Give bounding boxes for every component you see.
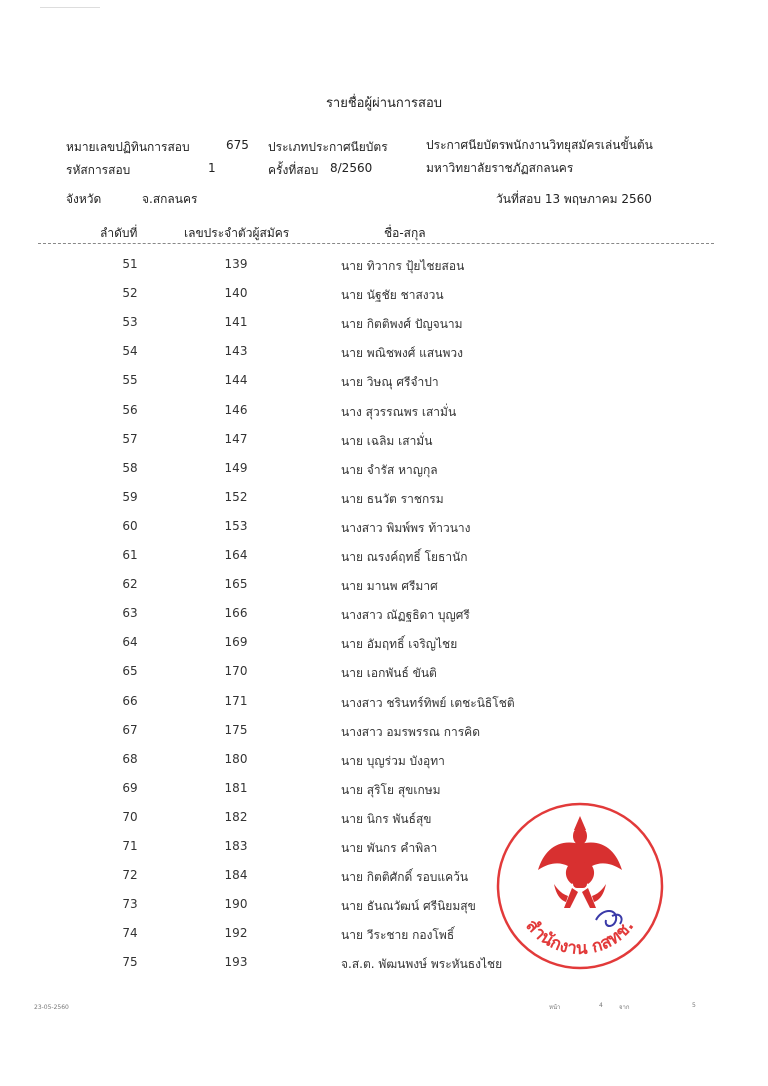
table-row bbox=[0, 664, 768, 686]
row-number: 75 bbox=[122, 955, 138, 970]
candidate-id: 146 bbox=[224, 402, 248, 417]
candidate-id: 175 bbox=[224, 722, 248, 737]
candidate-name: นาย ธนวัต ราชกรม bbox=[341, 491, 444, 506]
candidate-name: นาย กิตติพงศ์ ปัญจนาม bbox=[341, 317, 463, 332]
page-number: 4 bbox=[599, 1002, 603, 1009]
page-total: 5 bbox=[692, 1002, 696, 1009]
table-row bbox=[0, 344, 768, 366]
row-number: 68 bbox=[122, 751, 138, 766]
row-number: 60 bbox=[122, 518, 138, 533]
candidate-id: 149 bbox=[224, 460, 248, 475]
candidate-id: 180 bbox=[224, 751, 248, 766]
candidate-id: 169 bbox=[224, 635, 248, 650]
candidate-name: นาย มานพ ศรีมาศ bbox=[341, 579, 438, 594]
candidate-name: นางสาว ณัฏฐธิดา บุญศรี bbox=[341, 608, 470, 623]
candidate-name: นางสาว พิมพ์พร ท้าวนาง bbox=[341, 520, 471, 535]
row-number: 73 bbox=[122, 897, 138, 912]
row-number: 53 bbox=[122, 315, 138, 330]
table-row bbox=[0, 694, 768, 716]
candidate-name: นาย เอกพันธ์ ขันติ bbox=[341, 666, 437, 681]
column-header-no: ลำดับที่ bbox=[100, 226, 138, 240]
candidate-id: 141 bbox=[224, 315, 248, 330]
print-date: 23-05-2560 bbox=[34, 1004, 69, 1011]
row-number: 67 bbox=[122, 722, 138, 737]
candidate-name: นาย จำรัส หาญกุล bbox=[341, 462, 438, 477]
candidate-id: 153 bbox=[224, 518, 248, 533]
candidate-id: 170 bbox=[224, 664, 248, 679]
candidate-id: 147 bbox=[224, 431, 248, 446]
table-row bbox=[0, 519, 768, 541]
candidate-id: 143 bbox=[224, 344, 248, 359]
candidate-id: 192 bbox=[224, 926, 248, 941]
table-row bbox=[0, 490, 768, 512]
row-number: 51 bbox=[122, 257, 138, 271]
row-number: 58 bbox=[122, 460, 138, 475]
table-row bbox=[0, 403, 768, 425]
candidate-name: นาย ณรงค์ฤทธิ์ โยธานัก bbox=[341, 550, 468, 564]
candidate-id: 164 bbox=[224, 548, 248, 562]
row-number: 65 bbox=[122, 664, 138, 679]
page-title: รายชื่อผู้ผ่านการสอบ bbox=[325, 96, 443, 111]
candidate-name: นาย กิตติศักดิ์ รอบแคว้น bbox=[341, 870, 469, 885]
row-number: 70 bbox=[122, 809, 138, 824]
row-number: 69 bbox=[122, 780, 138, 795]
table-row bbox=[0, 606, 768, 628]
province-label: จังหวัด bbox=[66, 192, 102, 206]
row-number: 64 bbox=[122, 635, 138, 650]
candidate-name: นาย พันกร คำพิลา bbox=[341, 841, 438, 855]
candidate-name: นาย นิกร พันธ์สุข bbox=[341, 811, 432, 826]
header-divider bbox=[38, 243, 714, 244]
candidate-id: 181 bbox=[224, 780, 248, 795]
round-label: ครั้งที่สอบ bbox=[268, 163, 319, 177]
candidate-id: 193 bbox=[224, 955, 248, 970]
province-value: จ.สกลนคร bbox=[142, 192, 198, 206]
table-row bbox=[0, 315, 768, 337]
exam-code-value: 1 bbox=[208, 161, 216, 175]
exam-code-label: รหัสการสอบ bbox=[66, 163, 131, 177]
column-header-id: เลขประจำตัวผู้สมัคร bbox=[184, 226, 290, 240]
table-row bbox=[0, 461, 768, 483]
candidate-id: 140 bbox=[224, 286, 248, 301]
candidate-name: นางสาว อมรพรรณ การคิด bbox=[341, 724, 480, 739]
candidate-id: 182 bbox=[224, 809, 248, 824]
row-number: 63 bbox=[122, 606, 138, 621]
candidate-name: นาย สุริโย สุขเกษม bbox=[341, 782, 441, 797]
candidate-id: 144 bbox=[224, 373, 248, 388]
permit-label: หมายเลขปฏิทินการสอบ bbox=[66, 140, 190, 154]
candidate-name: นาย พณิชพงศ์ แสนพวง bbox=[341, 346, 463, 361]
table-row bbox=[0, 635, 768, 657]
candidate-id: 139 bbox=[224, 257, 248, 271]
candidate-name: นาง สุวรรณพร เสามั่น bbox=[341, 404, 457, 419]
candidate-name: นาย ธันณวัฒน์ ศรีนิยมสุข bbox=[341, 899, 476, 914]
official-seal-stamp bbox=[494, 800, 666, 972]
permit-value: 675 bbox=[226, 138, 249, 152]
course-line-2: มหาวิทยาลัยราชภัฏสกลนคร bbox=[426, 161, 574, 175]
candidate-name: นาย อัมฤทธิ์ เจริญไชย bbox=[341, 637, 458, 652]
row-number: 71 bbox=[122, 839, 138, 853]
exam-date: วันที่สอบ 13 พฤษภาคม 2560 bbox=[496, 192, 652, 206]
table-row bbox=[0, 548, 768, 570]
row-number: 74 bbox=[122, 926, 138, 941]
table-row bbox=[0, 286, 768, 308]
table-row bbox=[0, 577, 768, 599]
candidate-name: นาย เฉลิม เสามั่น bbox=[341, 433, 433, 448]
row-number: 72 bbox=[122, 868, 138, 883]
cert-type: ประเภทประกาศนียบัตร bbox=[268, 140, 388, 154]
page-label: หน้า bbox=[549, 1004, 561, 1011]
row-number: 62 bbox=[122, 577, 138, 592]
row-number: 52 bbox=[122, 286, 138, 301]
candidate-name: นาย ทิวากร ปุ้ยไชยสอน bbox=[341, 259, 465, 273]
candidate-id: 190 bbox=[224, 897, 248, 912]
table-row bbox=[0, 373, 768, 395]
scan-mark bbox=[40, 7, 100, 8]
candidate-name: นาย วิษณุ ศรีจำปา bbox=[341, 375, 439, 390]
of-label: จาก bbox=[619, 1004, 630, 1011]
svg-text:สำนักงาน กสทช. bbox=[522, 916, 639, 959]
table-row bbox=[0, 723, 768, 745]
row-number: 55 bbox=[122, 373, 138, 388]
row-number: 61 bbox=[122, 548, 138, 562]
round-value: 8/2560 bbox=[330, 161, 373, 175]
candidate-name: นาย วีระชาย กองโพธิ์ bbox=[341, 928, 455, 943]
row-number: 66 bbox=[122, 693, 138, 708]
candidate-id: 152 bbox=[224, 489, 248, 504]
table-row bbox=[0, 432, 768, 454]
candidate-name: นางสาว ชรินทร์ทิพย์ เตชะนิธิโชติ bbox=[341, 695, 515, 710]
candidate-id: 166 bbox=[224, 606, 248, 621]
row-number: 56 bbox=[122, 402, 138, 417]
candidate-id: 165 bbox=[224, 577, 248, 592]
candidate-id: 183 bbox=[224, 839, 248, 853]
table-row bbox=[0, 752, 768, 774]
row-number: 59 bbox=[122, 489, 138, 504]
row-number: 57 bbox=[122, 431, 138, 446]
row-number: 54 bbox=[122, 344, 138, 359]
candidate-name: นาย นัฐชัย ชาสงวน bbox=[341, 288, 444, 303]
candidate-name: นาย บุญร่วม บังอุทา bbox=[341, 753, 445, 768]
candidate-name: จ.ส.ต. พัฒนพงษ์ พระหันธงไชย bbox=[341, 957, 503, 972]
candidate-id: 184 bbox=[224, 868, 248, 883]
column-header-name: ชื่อ-สกุล bbox=[384, 226, 426, 240]
candidate-id: 171 bbox=[224, 693, 248, 708]
seal-text: สำนักงาน กสทช. bbox=[521, 915, 639, 960]
course-line-1: ประกาศนียบัตรพนักงานวิทยุสมัครเล่นขั้นต้น bbox=[426, 138, 653, 152]
table-row bbox=[0, 257, 768, 279]
